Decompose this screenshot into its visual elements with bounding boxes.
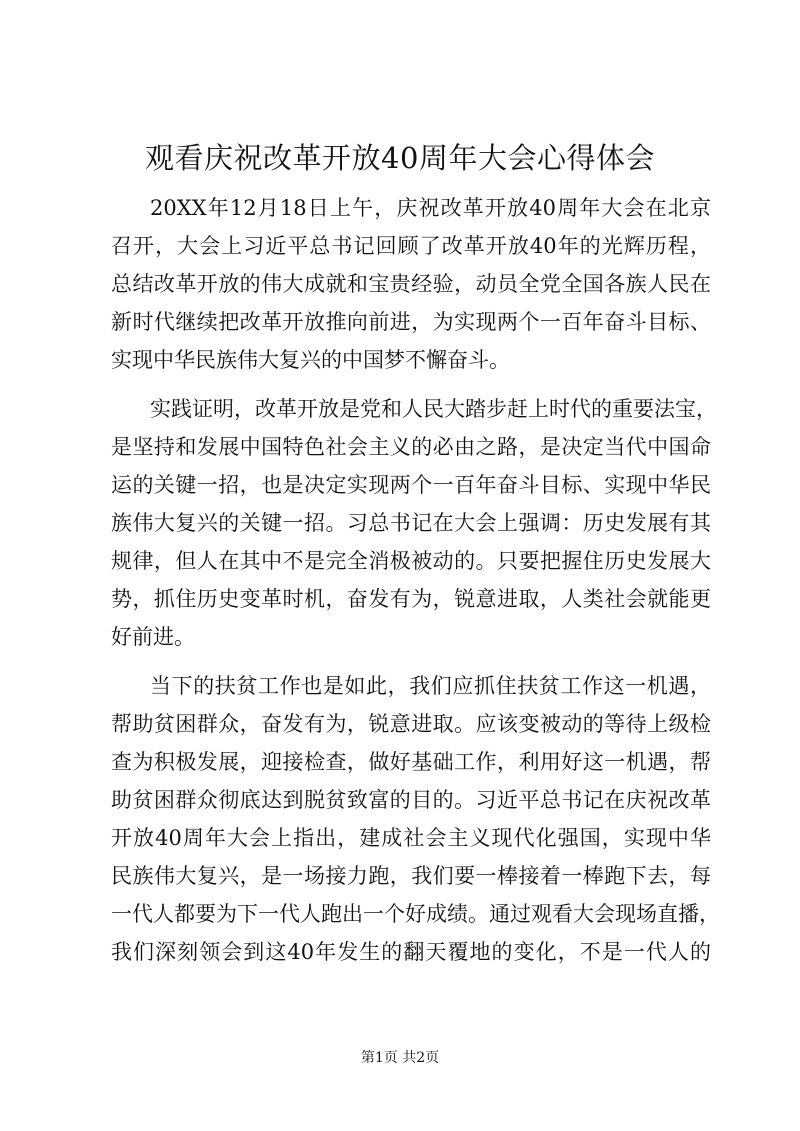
page-number-footer: 第1页 共2页: [360, 1050, 440, 1066]
paragraph-line: 运的关键一招，也是决定实现两个一百年奋斗目标、实现中华民: [111, 473, 711, 497]
paragraph-line: 是坚持和发展中国特色社会主义的必由之路，是决定当代中国命: [111, 435, 711, 459]
paragraph-line: 新时代继续把改革开放推向前进，为实现两个一百年奋斗目标、: [111, 310, 711, 334]
paragraph-line: 开放40周年大会上指出，建成社会主义现代化强国，实现中华: [111, 826, 711, 850]
paragraph-line: 好前进。: [111, 625, 195, 649]
paragraph-line: 民族伟大复兴，是一场接力跑，我们要一棒接着一棒跑下去，每: [111, 864, 711, 888]
paragraph-line: 召开，大会上习近平总书记回顾了改革开放40年的光辉历程，: [111, 234, 711, 258]
paragraph-line: 族伟大复兴的关键一招。习总书记在大会上强调：历史发展有其: [111, 511, 711, 535]
paragraph-line: 实践证明，改革开放是党和人民大踏步赶上时代的重要法宝，: [150, 397, 717, 421]
paragraph-line: 势，抓住历史变革时机，奋发有为，锐意进取，人类社会就能更: [111, 587, 711, 611]
paragraph-line: 20XX年12月18日上午，庆祝改革开放40周年大会在北京: [150, 196, 711, 220]
paragraph-line: 帮助贫困群众，奋发有为，锐意进取。应该变被动的等待上级检: [111, 712, 711, 736]
paragraph-line: 规律，但人在其中不是完全消极被动的。只要把握住历史发展大: [111, 549, 711, 573]
paragraph-line: 一代人都要为下一代人跑出一个好成绩。通过观看大会现场直播，: [111, 902, 720, 926]
paragraph-line: 总结改革开放的伟大成就和宝贵经验，动员全党全国各族人民在: [111, 272, 711, 296]
paragraph-line: 我们深刻领会到这40年发生的翻天覆地的变化，不是一代人的: [111, 940, 711, 964]
document-title: 观看庆祝改革开放40周年大会心得体会: [145, 141, 655, 175]
paragraph-line: 查为积极发展，迎接检查，做好基础工作，利用好这一机遇，帮: [111, 750, 711, 774]
paragraph-line: 当下的扶贫工作也是如此，我们应抓住扶贫工作这一机遇，: [150, 674, 711, 698]
paragraph-line: 助贫困群众彻底达到脱贫致富的目的。习近平总书记在庆祝改革: [111, 788, 711, 812]
paragraph-line: 实现中华民族伟大复兴的中国梦不懈奋斗。: [111, 348, 510, 372]
